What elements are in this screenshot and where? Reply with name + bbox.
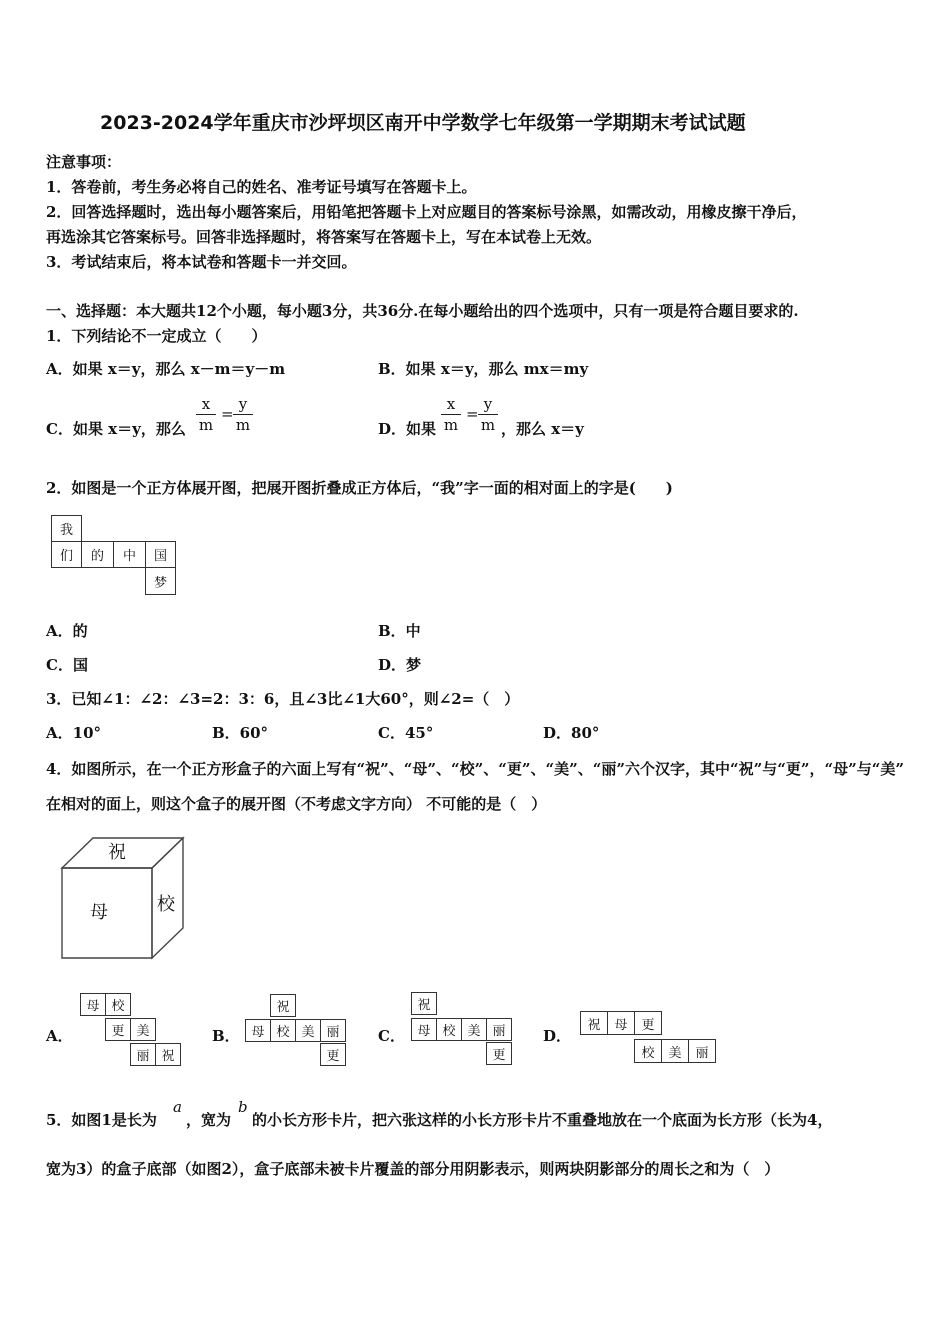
q5-stem-part3: 的小长方形卡片，把六张这样的小长方形卡片不重叠地放在一个底面为长方形（长为4， — [252, 1111, 833, 1129]
page-title: 2023-2024学年重庆市沙坪坝区南开中学数学七年级第一学期期末考试试题 — [100, 112, 746, 134]
net-cell: 更 — [320, 1043, 346, 1066]
q1-d-fraction-left: x m — [441, 395, 461, 434]
q4-stem-line2: 在相对的面上，则这个盒子的展开图（不考虑文字方向） 不可能的是（ ） — [46, 795, 547, 813]
notice-item-2b: 再选涂其它答案标号。回答非选择题时，将答案写在答题卡上，写在本试卷上无效。 — [46, 228, 602, 246]
net-cell: 丽 — [130, 1043, 156, 1066]
q2-option-c: C．国 — [46, 656, 88, 674]
q5-stem-part2: ，宽为 — [186, 1111, 232, 1129]
net-cell: 丽 — [320, 1019, 346, 1042]
notice-item-3: 3．考试结束后，将本试卷和答题卡一并交回。 — [46, 253, 357, 271]
net-cell: 的 — [81, 541, 114, 568]
q1-option-d-tail: ，那么 x＝y — [501, 420, 584, 438]
q1-stem: 1．下列结论不一定成立（ ） — [46, 327, 267, 345]
net-cell: 美 — [130, 1018, 156, 1041]
net-cell: 校 — [436, 1018, 462, 1041]
q3-option-d: D．80° — [543, 724, 600, 742]
net-cell: 母 — [607, 1011, 635, 1035]
q4-option-b[interactable]: B． — [212, 1027, 240, 1045]
q3-option-b: B．60° — [212, 724, 269, 742]
q1-c-equals: = — [221, 405, 234, 423]
q1-c-fraction-right: y m — [233, 395, 253, 434]
section-heading: 一、选择题：本大题共12个小题，每小题3分，共36分.在每小题给出的四个选项中，只有一项是符合题目要求的. — [46, 302, 799, 320]
q1-d-equals: = — [466, 405, 479, 423]
net-cell: 中 — [113, 541, 146, 568]
net-cell: 更 — [634, 1011, 662, 1035]
net-cell: 美 — [461, 1018, 487, 1041]
cube-top-label: 祝 — [108, 842, 126, 863]
q1-option-c: C．如果 x＝y，那么 — [46, 420, 186, 438]
net-cell: 丽 — [688, 1039, 716, 1063]
q1-c-fraction-left: x m — [196, 395, 216, 434]
q4-option-c[interactable]: C． — [378, 1027, 405, 1045]
q2-option-b: B．中 — [378, 622, 421, 640]
net-cell: 更 — [486, 1042, 512, 1065]
notice-heading: 注意事项： — [46, 153, 122, 171]
q2-option-d: D．梦 — [378, 656, 422, 674]
q4-stem-line1: 4．如图所示，在一个正方形盒子的六面上写有“祝”、“母”、“校”、“更”、“美”、“丽”六个汉字，其中“祝”与“更”，“母”与“美” — [46, 760, 905, 778]
net-cell: 更 — [105, 1018, 131, 1041]
net-cell: 们 — [51, 541, 82, 568]
q3-stem: 3．已知∠1：∠2：∠3=2：3：6，且∠3比∠1大60°，则∠2=（ ） — [46, 690, 520, 708]
net-cell: 祝 — [411, 992, 437, 1015]
q2-stem: 2．如图是一个正方体展开图，把展开图折叠成正方体后，“我”字一面的相对面上的字是( ) — [46, 479, 673, 497]
net-cell: 祝 — [580, 1011, 608, 1035]
q1-option-b: B．如果 x＝y，那么 mx＝my — [378, 360, 589, 378]
net-cell: 国 — [145, 541, 176, 568]
net-cell: 美 — [661, 1039, 689, 1063]
q5-var-b: b — [238, 1098, 248, 1116]
net-cell: 祝 — [155, 1043, 181, 1066]
cube-side-label: 校 — [157, 894, 175, 915]
q3-option-c: C．45° — [378, 724, 434, 742]
q2-option-a: A．的 — [46, 622, 88, 640]
notice-item-2a: 2．回答选择题时，选出每小题答案后，用铅笔把答题卡上对应题目的答案标号涂黑，如需改动，用橡皮擦干净后， — [46, 203, 807, 221]
net-cell: 母 — [80, 993, 106, 1016]
net-cell: 我 — [51, 515, 82, 542]
q5-var-a: a — [173, 1098, 182, 1116]
net-cell: 母 — [245, 1019, 271, 1042]
net-cell: 校 — [634, 1039, 662, 1063]
q1-option-a: A．如果 x＝y，那么 x－m＝y－m — [46, 360, 286, 378]
net-cell: 校 — [270, 1019, 296, 1042]
q5-stem-line2: 宽为3）的盒子底部（如图2），盒子底部未被卡片覆盖的部分用阴影表示，则两块阴影部分的周长之和为（ ） — [46, 1160, 780, 1178]
net-cell: 校 — [105, 993, 131, 1016]
net-cell: 梦 — [145, 567, 176, 595]
net-cell: 祝 — [270, 994, 296, 1017]
q1-d-fraction-right: y m — [478, 395, 498, 434]
notice-item-1: 1．答卷前，考生务必将自己的姓名、准考证号填写在答题卡上。 — [46, 178, 477, 196]
q4-option-a[interactable]: A． — [46, 1027, 73, 1045]
net-cell: 母 — [411, 1018, 437, 1041]
q3-option-a: A．10° — [46, 724, 102, 742]
q5-stem-part1: 5．如图1是长为 — [46, 1111, 157, 1129]
q1-option-d: D．如果 — [378, 420, 437, 438]
cube-front-label: 母 — [90, 902, 108, 923]
net-cell: 美 — [295, 1019, 321, 1042]
net-cell: 丽 — [486, 1018, 512, 1041]
q4-option-d[interactable]: D． — [543, 1027, 572, 1045]
